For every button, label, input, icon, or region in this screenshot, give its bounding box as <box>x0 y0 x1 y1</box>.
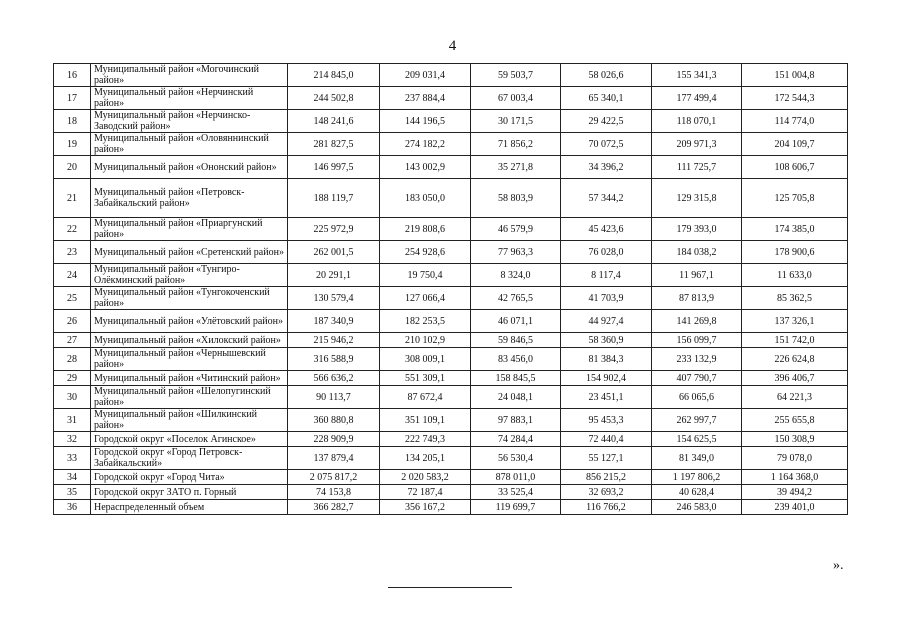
value-cell: 209 031,4 <box>380 64 471 87</box>
value-cell: 83 456,0 <box>471 348 561 371</box>
table-row <box>54 64 848 87</box>
value-cell: 55 127,1 <box>561 447 652 470</box>
row-number: 23 <box>54 241 91 264</box>
value-cell: 19 750,4 <box>380 264 471 287</box>
value-cell: 57 344,2 <box>561 179 652 218</box>
value-cell: 172 544,3 <box>742 87 848 110</box>
municipality-name: Городской округ «Город Петровск-Забайкальский» <box>91 447 288 470</box>
table-row <box>54 156 848 179</box>
value-cell: 71 856,2 <box>471 133 561 156</box>
value-cell: 551 309,1 <box>380 371 471 386</box>
value-cell: 20 291,1 <box>288 264 380 287</box>
value-cell: 81 349,0 <box>652 447 742 470</box>
value-cell: 222 749,3 <box>380 432 471 447</box>
value-cell: 262 997,7 <box>652 409 742 432</box>
value-cell: 174 385,0 <box>742 218 848 241</box>
value-cell: 2 020 583,2 <box>380 470 471 485</box>
municipality-name: Муниципальный район «Ононский район» <box>91 156 288 179</box>
row-number: 34 <box>54 470 91 485</box>
municipality-name: Городской округ «Город Чита» <box>91 470 288 485</box>
municipality-name: Муниципальный район «Шилкинский район» <box>91 409 288 432</box>
value-cell: 85 362,5 <box>742 287 848 310</box>
value-cell: 366 282,7 <box>288 500 380 515</box>
table-row <box>54 447 848 470</box>
value-cell: 154 902,4 <box>561 371 652 386</box>
table-row <box>54 333 848 348</box>
value-cell: 81 384,3 <box>561 348 652 371</box>
value-cell: 155 341,3 <box>652 64 742 87</box>
value-cell: 1 164 368,0 <box>742 470 848 485</box>
table-row <box>54 432 848 447</box>
value-cell: 77 963,3 <box>471 241 561 264</box>
value-cell: 97 883,1 <box>471 409 561 432</box>
row-number: 19 <box>54 133 91 156</box>
table-row <box>54 348 848 371</box>
table-row <box>54 386 848 409</box>
municipality-name: Муниципальный район «Петровск-Забайкальский район» <box>91 179 288 218</box>
value-cell: 204 109,7 <box>742 133 848 156</box>
row-number: 27 <box>54 333 91 348</box>
value-cell: 351 109,1 <box>380 409 471 432</box>
municipality-name: Муниципальный район «Улётовский район» <box>91 310 288 333</box>
row-number: 20 <box>54 156 91 179</box>
value-cell: 64 221,3 <box>742 386 848 409</box>
value-cell: 23 451,1 <box>561 386 652 409</box>
footer-divider <box>388 587 512 588</box>
value-cell: 24 048,1 <box>471 386 561 409</box>
value-cell: 95 453,3 <box>561 409 652 432</box>
table-row <box>54 470 848 485</box>
value-cell: 214 845,0 <box>288 64 380 87</box>
value-cell: 246 583,0 <box>652 500 742 515</box>
value-cell: 237 884,4 <box>380 87 471 110</box>
value-cell: 228 909,9 <box>288 432 380 447</box>
value-cell: 281 827,5 <box>288 133 380 156</box>
value-cell: 116 766,2 <box>561 500 652 515</box>
municipality-name: Муниципальный район «Тунгокоченский район» <box>91 287 288 310</box>
value-cell: 33 525,4 <box>471 485 561 500</box>
value-cell: 127 066,4 <box>380 287 471 310</box>
value-cell: 40 628,4 <box>652 485 742 500</box>
value-cell: 151 004,8 <box>742 64 848 87</box>
row-number: 25 <box>54 287 91 310</box>
value-cell: 74 284,4 <box>471 432 561 447</box>
value-cell: 65 340,1 <box>561 87 652 110</box>
value-cell: 108 606,7 <box>742 156 848 179</box>
value-cell: 87 672,4 <box>380 386 471 409</box>
value-cell: 239 401,0 <box>742 500 848 515</box>
row-number: 21 <box>54 179 91 218</box>
value-cell: 143 002,9 <box>380 156 471 179</box>
value-cell: 244 502,8 <box>288 87 380 110</box>
value-cell: 118 070,1 <box>652 110 742 133</box>
value-cell: 878 011,0 <box>471 470 561 485</box>
municipality-name: Муниципальный район «Читинский район» <box>91 371 288 386</box>
row-number: 16 <box>54 64 91 87</box>
table-row <box>54 371 848 386</box>
value-cell: 58 803,9 <box>471 179 561 218</box>
value-cell: 67 003,4 <box>471 87 561 110</box>
table-row <box>54 179 848 218</box>
value-cell: 356 167,2 <box>380 500 471 515</box>
municipality-name: Муниципальный район «Чернышевский район» <box>91 348 288 371</box>
value-cell: 134 205,1 <box>380 447 471 470</box>
value-cell: 114 774,0 <box>742 110 848 133</box>
value-cell: 316 588,9 <box>288 348 380 371</box>
municipality-name: Городской округ «Поселок Агинское» <box>91 432 288 447</box>
table-row <box>54 485 848 500</box>
value-cell: 154 625,5 <box>652 432 742 447</box>
value-cell: 58 026,6 <box>561 64 652 87</box>
value-cell: 59 503,7 <box>471 64 561 87</box>
value-cell: 56 530,4 <box>471 447 561 470</box>
value-cell: 148 241,6 <box>288 110 380 133</box>
value-cell: 58 360,9 <box>561 333 652 348</box>
value-cell: 129 315,8 <box>652 179 742 218</box>
value-cell: 1 197 806,2 <box>652 470 742 485</box>
value-cell: 32 693,2 <box>561 485 652 500</box>
value-cell: 209 971,3 <box>652 133 742 156</box>
row-number: 24 <box>54 264 91 287</box>
value-cell: 8 117,4 <box>561 264 652 287</box>
value-cell: 146 997,5 <box>288 156 380 179</box>
value-cell: 46 579,9 <box>471 218 561 241</box>
table-row <box>54 409 848 432</box>
value-cell: 151 742,0 <box>742 333 848 348</box>
value-cell: 66 065,6 <box>652 386 742 409</box>
municipality-name: Городской округ ЗАТО п. Горный <box>91 485 288 500</box>
value-cell: 8 324,0 <box>471 264 561 287</box>
value-cell: 70 072,5 <box>561 133 652 156</box>
municipality-name: Муниципальный район «Хилокский район» <box>91 333 288 348</box>
municipality-name: Нераспределенный объем <box>91 500 288 515</box>
value-cell: 11 967,1 <box>652 264 742 287</box>
value-cell: 856 215,2 <box>561 470 652 485</box>
value-cell: 35 271,8 <box>471 156 561 179</box>
value-cell: 225 972,9 <box>288 218 380 241</box>
municipality-name: Муниципальный район «Могочинский район» <box>91 64 288 87</box>
value-cell: 188 119,7 <box>288 179 380 218</box>
municipality-name: Муниципальный район «Нерчинский район» <box>91 87 288 110</box>
value-cell: 233 132,9 <box>652 348 742 371</box>
value-cell: 2 075 817,2 <box>288 470 380 485</box>
value-cell: 183 050,0 <box>380 179 471 218</box>
table-row <box>54 500 848 515</box>
budget-table <box>53 63 848 515</box>
row-number: 31 <box>54 409 91 432</box>
municipality-name: Муниципальный район «Приаргунский район» <box>91 218 288 241</box>
value-cell: 46 071,1 <box>471 310 561 333</box>
value-cell: 72 440,4 <box>561 432 652 447</box>
row-number: 18 <box>54 110 91 133</box>
value-cell: 407 790,7 <box>652 371 742 386</box>
table-row <box>54 87 848 110</box>
page-number: 4 <box>448 38 457 54</box>
value-cell: 29 422,5 <box>561 110 652 133</box>
value-cell: 45 423,6 <box>561 218 652 241</box>
value-cell: 34 396,2 <box>561 156 652 179</box>
value-cell: 125 705,8 <box>742 179 848 218</box>
value-cell: 130 579,4 <box>288 287 380 310</box>
row-number: 30 <box>54 386 91 409</box>
value-cell: 219 808,6 <box>380 218 471 241</box>
value-cell: 566 636,2 <box>288 371 380 386</box>
value-cell: 187 340,9 <box>288 310 380 333</box>
table-row <box>54 241 848 264</box>
row-number: 28 <box>54 348 91 371</box>
municipality-name: Муниципальный район «Сретенский район» <box>91 241 288 264</box>
row-number: 32 <box>54 432 91 447</box>
table-row <box>54 110 848 133</box>
value-cell: 255 655,8 <box>742 409 848 432</box>
row-number: 26 <box>54 310 91 333</box>
value-cell: 141 269,8 <box>652 310 742 333</box>
value-cell: 42 765,5 <box>471 287 561 310</box>
value-cell: 90 113,7 <box>288 386 380 409</box>
value-cell: 137 879,4 <box>288 447 380 470</box>
value-cell: 30 171,5 <box>471 110 561 133</box>
value-cell: 79 078,0 <box>742 447 848 470</box>
value-cell: 74 153,8 <box>288 485 380 500</box>
value-cell: 72 187,4 <box>380 485 471 500</box>
table-row <box>54 133 848 156</box>
value-cell: 111 725,7 <box>652 156 742 179</box>
value-cell: 177 499,4 <box>652 87 742 110</box>
closing-quote: ». <box>833 558 844 573</box>
value-cell: 178 900,6 <box>742 241 848 264</box>
value-cell: 11 633,0 <box>742 264 848 287</box>
row-number: 17 <box>54 87 91 110</box>
value-cell: 262 001,5 <box>288 241 380 264</box>
value-cell: 144 196,5 <box>380 110 471 133</box>
row-number: 22 <box>54 218 91 241</box>
value-cell: 119 699,7 <box>471 500 561 515</box>
value-cell: 226 624,8 <box>742 348 848 371</box>
value-cell: 274 182,2 <box>380 133 471 156</box>
table-row <box>54 310 848 333</box>
value-cell: 87 813,9 <box>652 287 742 310</box>
value-cell: 254 928,6 <box>380 241 471 264</box>
value-cell: 210 102,9 <box>380 333 471 348</box>
table-row <box>54 287 848 310</box>
value-cell: 179 393,0 <box>652 218 742 241</box>
value-cell: 137 326,1 <box>742 310 848 333</box>
row-number: 29 <box>54 371 91 386</box>
table-body <box>54 64 848 515</box>
value-cell: 360 880,8 <box>288 409 380 432</box>
value-cell: 158 845,5 <box>471 371 561 386</box>
value-cell: 308 009,1 <box>380 348 471 371</box>
value-cell: 156 099,7 <box>652 333 742 348</box>
municipality-name: Муниципальный район «Нерчинско-Заводский район» <box>91 110 288 133</box>
value-cell: 396 406,7 <box>742 371 848 386</box>
row-number: 33 <box>54 447 91 470</box>
municipality-name: Муниципальный район «Оловяннинский район» <box>91 133 288 156</box>
value-cell: 150 308,9 <box>742 432 848 447</box>
table-row <box>54 264 848 287</box>
value-cell: 44 927,4 <box>561 310 652 333</box>
value-cell: 215 946,2 <box>288 333 380 348</box>
value-cell: 59 846,5 <box>471 333 561 348</box>
table-row <box>54 218 848 241</box>
municipality-name: Муниципальный район «Шелопугинский район» <box>91 386 288 409</box>
value-cell: 41 703,9 <box>561 287 652 310</box>
row-number: 35 <box>54 485 91 500</box>
value-cell: 76 028,0 <box>561 241 652 264</box>
municipality-name: Муниципальный район «Тунгиро-Олёкминский район» <box>91 264 288 287</box>
value-cell: 39 494,2 <box>742 485 848 500</box>
value-cell: 184 038,2 <box>652 241 742 264</box>
row-number: 36 <box>54 500 91 515</box>
value-cell: 182 253,5 <box>380 310 471 333</box>
